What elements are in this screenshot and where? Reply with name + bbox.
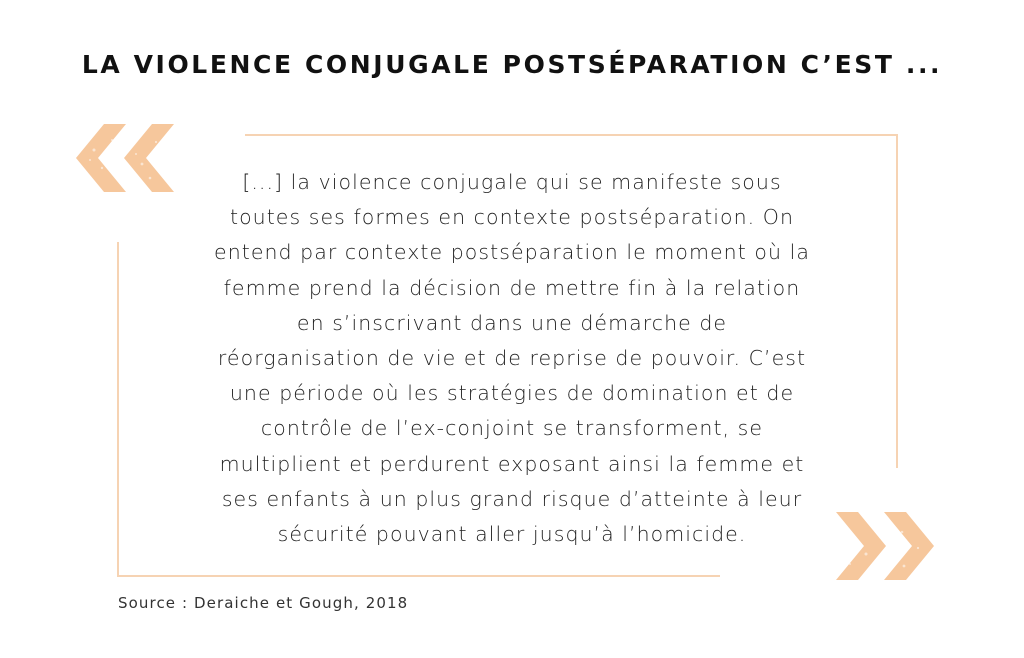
- quote-line: sécurité pouvant aller jusqu’à l’homicide.: [277, 522, 747, 547]
- frame-right-line: [896, 134, 898, 468]
- frame-left-line: [117, 242, 119, 576]
- quote-line: contrôle de l’ex-conjoint se transforment, se: [260, 416, 764, 441]
- frame-top-line: [245, 134, 898, 136]
- quote-line: toutes ses formes en contexte postséparation. On: [230, 205, 794, 230]
- quote-line: en s’inscrivant dans une démarche de: [296, 310, 728, 335]
- quote-text: [150, 165, 874, 552]
- quote-line: réorganisation de vie et de reprise de pouvoir. C’est: [217, 346, 807, 371]
- quote-line: ses enfants à un plus grand risque d’atteinte à leur: [221, 486, 803, 511]
- quote-line: entend par contexte postséparation le moment où la: [214, 240, 810, 265]
- quote-line: multiplient et perdurent exposant ainsi la femme et: [219, 451, 805, 476]
- page-title: LA VIOLENCE CONJUGALE POSTSÉPARATION C’EST ...: [81, 50, 943, 79]
- source-citation: Source : Deraiche et Gough, 2018: [118, 594, 409, 612]
- quote-line: une période où les stratégies de domination et de: [229, 381, 795, 406]
- quote-line: [...] la violence conjugale qui se manifeste sous: [242, 170, 782, 194]
- quote-line: femme prend la décision de mettre fin à la relation: [223, 275, 801, 300]
- frame-bottom-line: [117, 575, 720, 577]
